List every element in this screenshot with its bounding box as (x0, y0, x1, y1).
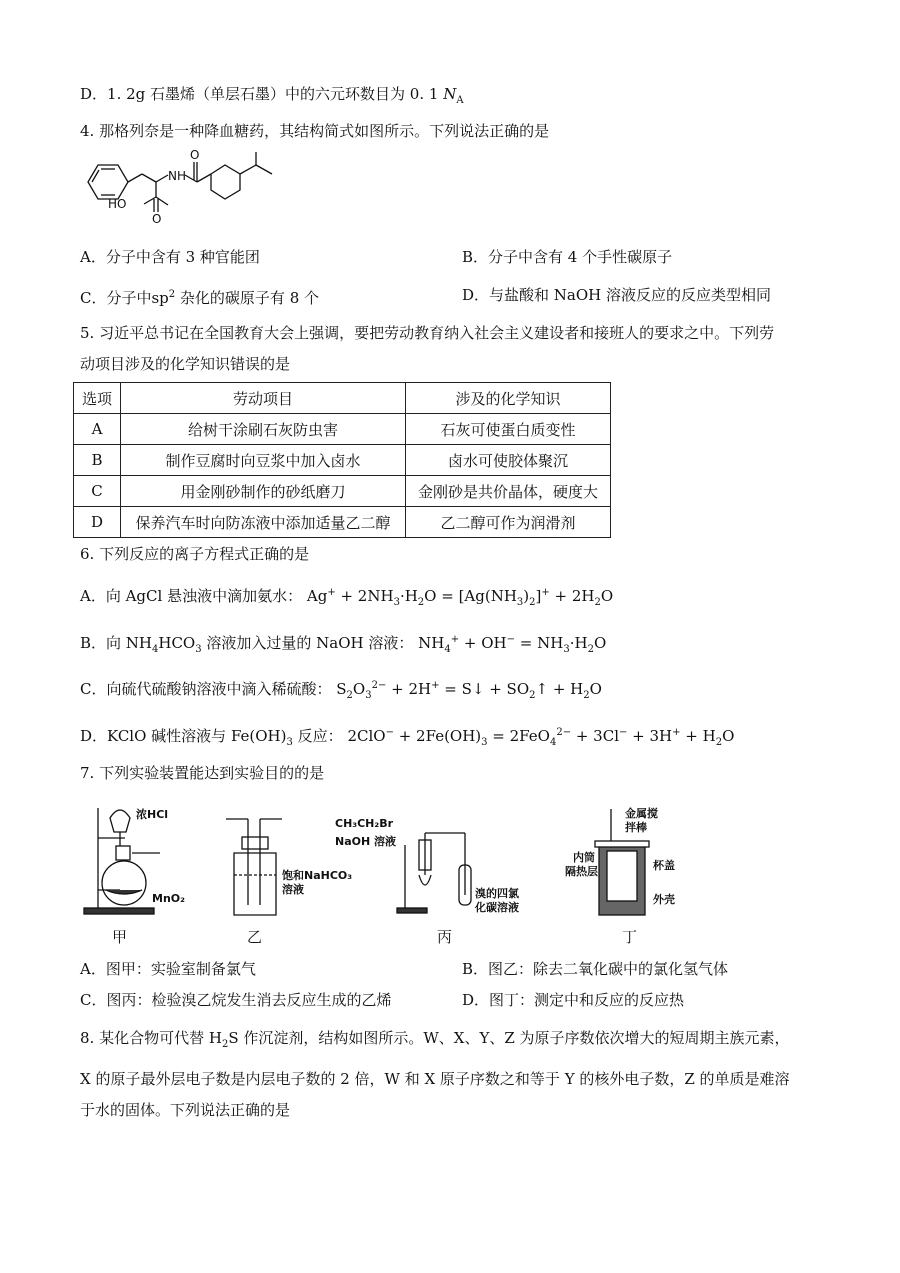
q8-line-2: X 的原子最外层电子数是内层电子数的 2 倍，W 和 X 原子序数之和等于 Y 的核外电子数，Z 的单质是难溶 (80, 1070, 790, 1088)
header-cell: 劳动项目 (121, 383, 406, 414)
label-conc-hcl: 浓HCl (136, 808, 169, 821)
q6-option-a: A．向 AgCl 悬浊液中滴加氨水： $Ag^+ + 2NH_3\cdot H_2O = [Ag(NH_3)_2]^+ + 2H_2O$ (80, 587, 614, 608)
nateglinide-structure (80, 148, 300, 228)
table-cell: D (74, 507, 121, 538)
table-cell: 石灰可使蛋白质变性 (406, 414, 611, 445)
table-row (74, 507, 611, 538)
header-cell: 涉及的化学知识 (406, 383, 611, 414)
table-row (74, 445, 611, 476)
label-stirrer-1: 金属搅 (625, 807, 658, 820)
caption-jia: 甲 (112, 928, 128, 946)
struct-o-top: O (190, 148, 200, 162)
q4-option-a: A．分子中含有 3 种官能团 (80, 248, 260, 266)
figure-bing (335, 815, 555, 920)
q6-option-d: D．KClO 碱性溶液与 $Fe(OH)_3$ 反应： $2ClO^- + 2Fe(OH)_3 = 2FeO_4^{2-} + 3Cl^- + 3H^+ + H_2O$ (80, 727, 735, 748)
table-row (74, 414, 611, 445)
q7-stem: 7. 下列实验装置能达到实验目的的是 (80, 764, 325, 782)
q4-stem: 4. 那格列奈是一种降血糖药，其结构简式如图所示。下列说法正确的是 (80, 122, 550, 140)
q6-option-c: C．向硫代硫酸钠溶液中滴入稀硫酸： $S_2O_3^{2-} + 2H^+$ = S↓ + $SO_2↑ + H_2O$ (80, 680, 602, 701)
table-cell: 制作豆腐时向豆浆中加入卤水 (121, 445, 406, 476)
label-nahco3: 饱和NaHCO₃ (282, 869, 353, 882)
struct-ho: HO (108, 197, 127, 211)
q4-option-c: C．分子中$sp^2$ 杂化的碳原子有 8 个 (80, 289, 320, 307)
label-bromoethane: CH₃CH₂Br (335, 817, 394, 830)
q7-option-b: B．图乙：除去二氧化碳中的氯化氢气体 (462, 960, 729, 978)
q5-stem-1: 5. 习近平总书记在全国教育大会上强调，要把劳动教育纳入社会主义建设者和接班人的要求之中。下列劳 (80, 324, 775, 342)
figure-jia (80, 798, 190, 920)
caption-yi: 乙 (247, 928, 263, 946)
q5-stem-2: 动项目涉及的化学知识错误的是 (80, 355, 291, 373)
table-cell: 乙二醇可作为润滑剂 (406, 507, 611, 538)
caption-bing: 丙 (437, 928, 453, 946)
table-cell: 用金刚砂制作的砂纸磨刀 (121, 476, 406, 507)
table-cell: C (74, 476, 121, 507)
label-inner-cup: 内筒 (573, 851, 595, 864)
q7-option-c: C．图丙：检验溴乙烷发生消去反应生成的乙烯 (80, 991, 392, 1009)
label-bromine-1: 溴的四氯 (475, 887, 519, 900)
label-mno2: MnO₂ (152, 892, 185, 905)
table-cell: B (74, 445, 121, 476)
q5-table (73, 382, 611, 538)
q7-option-d: D．图丁：测定中和反应的反应热 (462, 991, 685, 1009)
label-lid: 杯盖 (653, 859, 675, 872)
q4-option-d: D．与盐酸和 NaOH 溶液反应的反应类型相同 (462, 286, 772, 304)
table-cell: 保养汽车时向防冻液中添加适量乙二醇 (121, 507, 406, 538)
q6-option-b: B．向 $NH_4HCO_3$ 溶液加入过量的 NaOH 溶液： $NH_4^+ + OH^- = NH_3\cdot H_2O$ (80, 634, 607, 655)
table-cell: 给树干涂刷石灰防虫害 (121, 414, 406, 445)
q3-option-d: D．1. 2g 石墨烯（单层石墨）中的六元环数目为 0. 1 $N_A$ (80, 85, 464, 106)
q6-stem: 6. 下列反应的离子方程式正确的是 (80, 545, 310, 563)
label-insulation: 隔热层 (565, 865, 598, 878)
struct-nh: NH (168, 169, 186, 183)
q4-option-b: B．分子中含有 4 个手性碳原子 (462, 248, 673, 266)
label-bromine-2: 化碳溶液 (475, 901, 519, 914)
figure-ding (565, 805, 685, 920)
label-solution: 溶液 (282, 883, 304, 896)
label-shell: 外壳 (653, 893, 675, 906)
table-cell: 金刚砂是共价晶体，硬度大 (406, 476, 611, 507)
table-cell: 卤水可使胶体聚沉 (406, 445, 611, 476)
table-cell: A (74, 414, 121, 445)
header-cell: 选项 (74, 383, 121, 414)
table-header-row (74, 383, 611, 414)
label-naoh-solution: NaOH 溶液 (335, 835, 397, 848)
q8-line-1: 8. 某化合物可代替 $H_2S$ 作沉淀剂，结构如图所示。W、X、Y、Z 为原子序数依次增大的短周期主族元素， (80, 1029, 790, 1050)
q7-option-a: A．图甲：实验室制备氯气 (80, 960, 256, 978)
figure-yi (220, 815, 353, 920)
caption-ding: 丁 (622, 928, 638, 946)
struct-o-bottom: O (152, 212, 162, 226)
q8-line-3: 于水的固体。下列说法正确的是 (80, 1101, 291, 1119)
table-row (74, 476, 611, 507)
label-stirrer-2: 拌棒 (625, 821, 647, 834)
